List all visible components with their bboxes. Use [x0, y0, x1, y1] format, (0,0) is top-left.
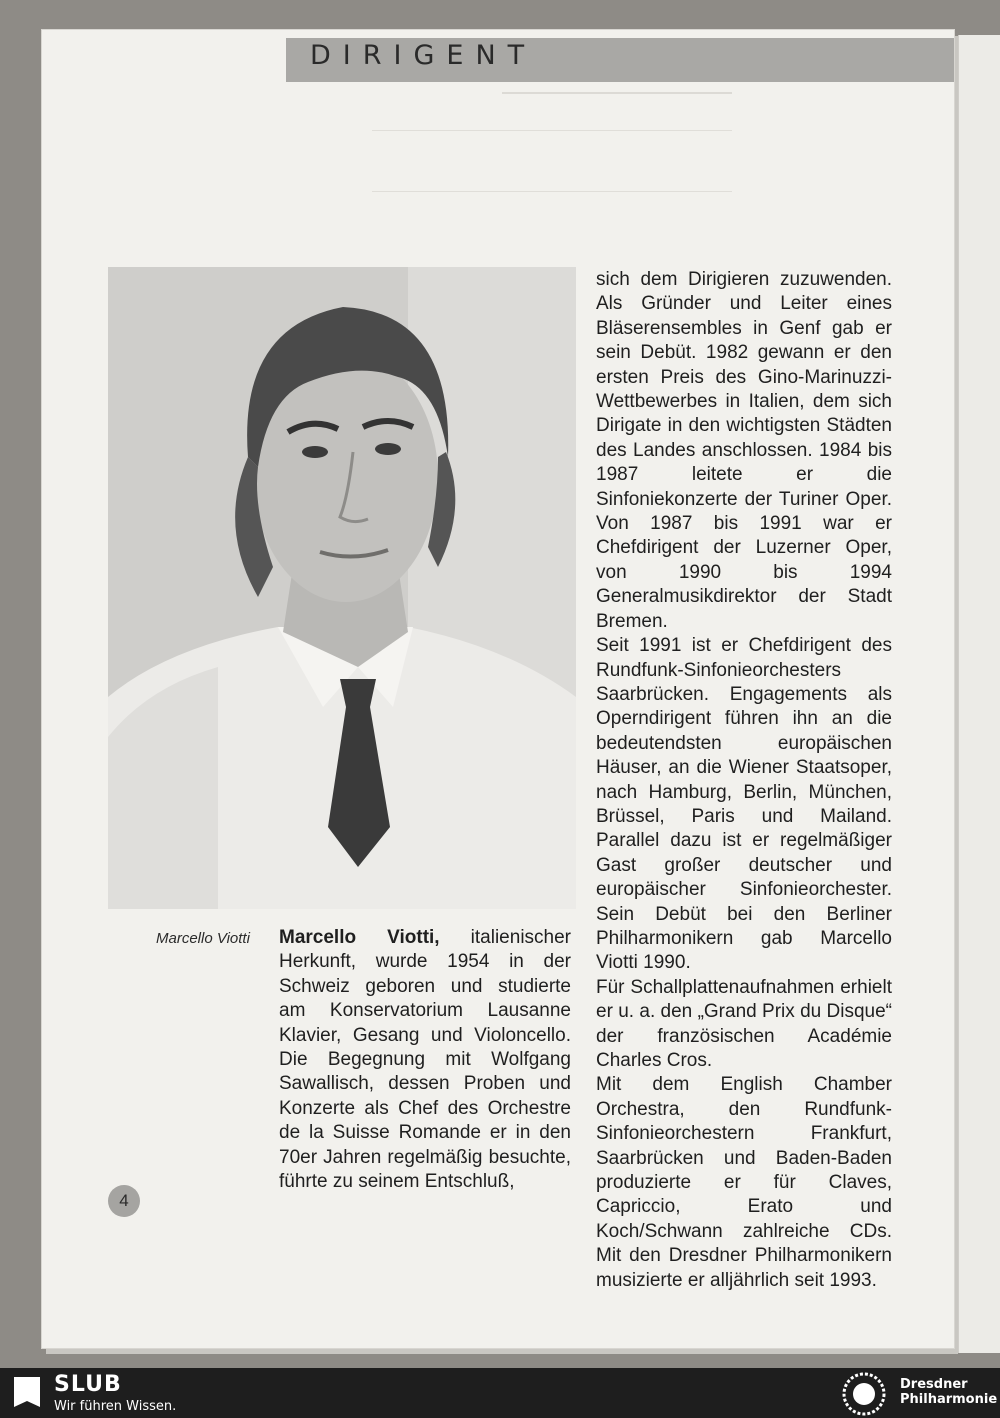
- page-number: 4: [108, 1185, 140, 1217]
- portrait-illustration: [108, 267, 576, 909]
- section-title: DIRIGENT: [310, 40, 537, 71]
- article-intro: [279, 926, 571, 1194]
- show-through-block: [502, 92, 732, 102]
- partner-name-line1: Dresdner: [900, 1377, 968, 1392]
- article-column-left: [279, 926, 571, 1194]
- slub-logo-icon: [10, 1374, 44, 1410]
- show-through-block: [372, 130, 732, 192]
- article-paragraph: sich dem Dirigieren zuzuwenden. Als Gründer und Leiter eines Bläserensembles in Genf gab er sein Debüt. 1982 gewann er den ersten Preis des Gino-Marinuzzi-Wettbewerbes in Italien, dem sich Dirigate in den wichtigsten Städten des Landes anschlossen. 1984 bis 1987 leitete er die Sinfoniekonzerte der Turiner Oper. Von 1987 bis 1991 war er Chefdirigent der Luzerner Oper, von 1990 bis 1994 Generalmusikdirektor der Stadt Bremen.: [596, 269, 892, 632]
- dresdner-philharmonie-logo-icon: [842, 1372, 886, 1416]
- library-name: SLUB: [54, 1372, 122, 1397]
- library-tagline: Wir führen Wissen.: [54, 1399, 177, 1414]
- portrait-photo: [108, 267, 576, 909]
- brochure-page: [42, 30, 954, 1348]
- photo-caption: Marcello Viotti: [156, 930, 250, 947]
- article-paragraph: Seit 1991 ist er Chefdirigent des Rundfunk-Sinfonieorchesters Saarbrücken. Engagements als Operndirigent führen ihn an die bedeutendsten europäischen Häuser, an die Wiener Staatsoper, nach Hamburg, Berlin, München, Brüssel, Paris und Mailand. Parallel dazu ist er regelmäßiger Gast großer deutscher und europäischer Sinfonieorchester. Sein Debüt bei den Berliner Philharmonikern gab Marcello Viotti 1990.: [596, 635, 892, 974]
- article-column-right: [596, 268, 892, 1293]
- article-name-lead: Marcello Viotti,: [279, 927, 440, 948]
- article-paragraph: Für Schallplattenaufnahmen erhielt er u. a. den „Grand Prix du Disque“ der französischen Académie Charles Cros.: [596, 976, 892, 1071]
- article-left-text: italienischer Herkunft, wurde 1954 in der Schweiz geboren und studierte am Konservatorium Lausanne Klavier, Gesang und Violoncello. Die Begegnung mit Wolfgang Sawallisch, dessen Proben und Konzerte als Chef des Orchestre de la Suisse Romande er in den 70er Jahren regelmäßig besuchte, führte zu seinem Entschluß,: [279, 927, 571, 1193]
- partner-name-line2: Philharmonie: [900, 1392, 998, 1407]
- article-paragraph: Mit dem English Chamber Orchestra, den Rundfunk-Sinfonieorchestern Frankfurt, Saarbrücken und Baden-Baden produzierte er für Claves, Capriccio, Erato und Koch/Schwann zahlreiche CDs. Mit den Dresdner Philharmonikern musizierte er alljährlich seit 1993.: [596, 1074, 892, 1291]
- adjacent-page-edge: [958, 35, 1000, 1353]
- viewer-footer: [0, 1368, 1000, 1418]
- partner-name: [900, 1377, 997, 1407]
